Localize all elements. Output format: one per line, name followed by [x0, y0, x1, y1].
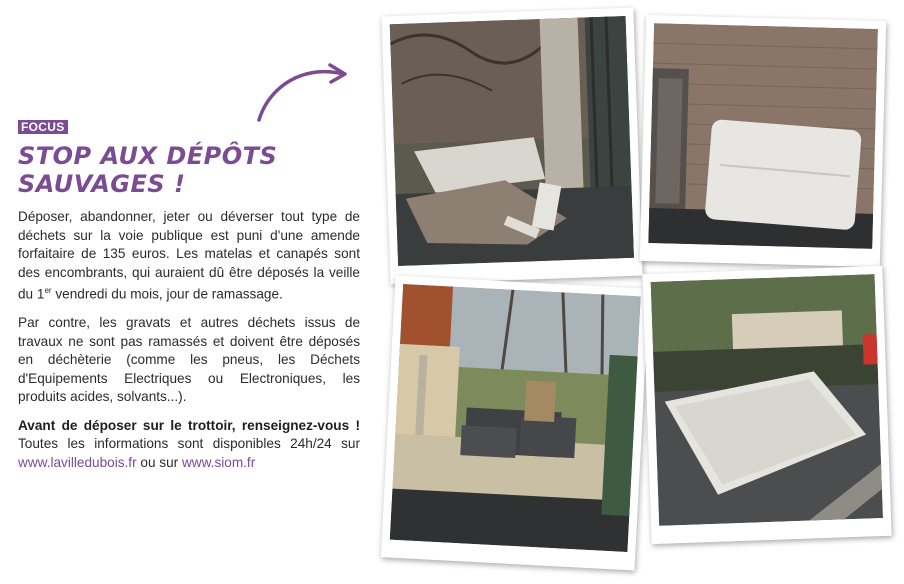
link-lavilledubois[interactable]: www.lavilledubois.fr [18, 454, 137, 470]
photo-rubble [381, 8, 642, 285]
photo-sofa [381, 276, 649, 571]
curved-arrow-icon [255, 62, 350, 124]
paragraph-amende: Déposer, abandonner, jeter ou déverser tout type de déchets sur la voie publique est puni d'une amende forfaitaire de 135 euros. Les matelas et canapés sont des encombrants, qui auraient dû être déposés la veille du 1er vendredi du mois, jour de ramassage. [18, 209, 360, 302]
paragraph-info: Avant de déposer sur le trottoir, renseignez-vous ! Toutes les informations sont disponibles 24h/24 sur www.lavilledubois.fr ou sur www.siom.fr [18, 417, 360, 470]
photo-mattress-sidewalk [642, 266, 891, 544]
photo-mattress-wall [640, 15, 886, 267]
paragraph-decheterie: Par contre, les gravats et autres déchets issus de travaux ne sont pas ramassés et doivent être déposés en déchèterie (comme les pneus, les Déchets d'Equipements Electriques ou Electroniques, les produits acides, solvants...). [18, 315, 360, 405]
article-title: STOP AUX DÉPÔTS SAUVAGES ! [18, 142, 278, 198]
article [18, 118, 360, 482]
focus-tag: FOCUS [18, 120, 68, 134]
link-siom[interactable]: www.siom.fr [181, 454, 256, 470]
info-bold: Avant de déposer sur le trottoir, renseignez-vous ! [18, 417, 360, 433]
